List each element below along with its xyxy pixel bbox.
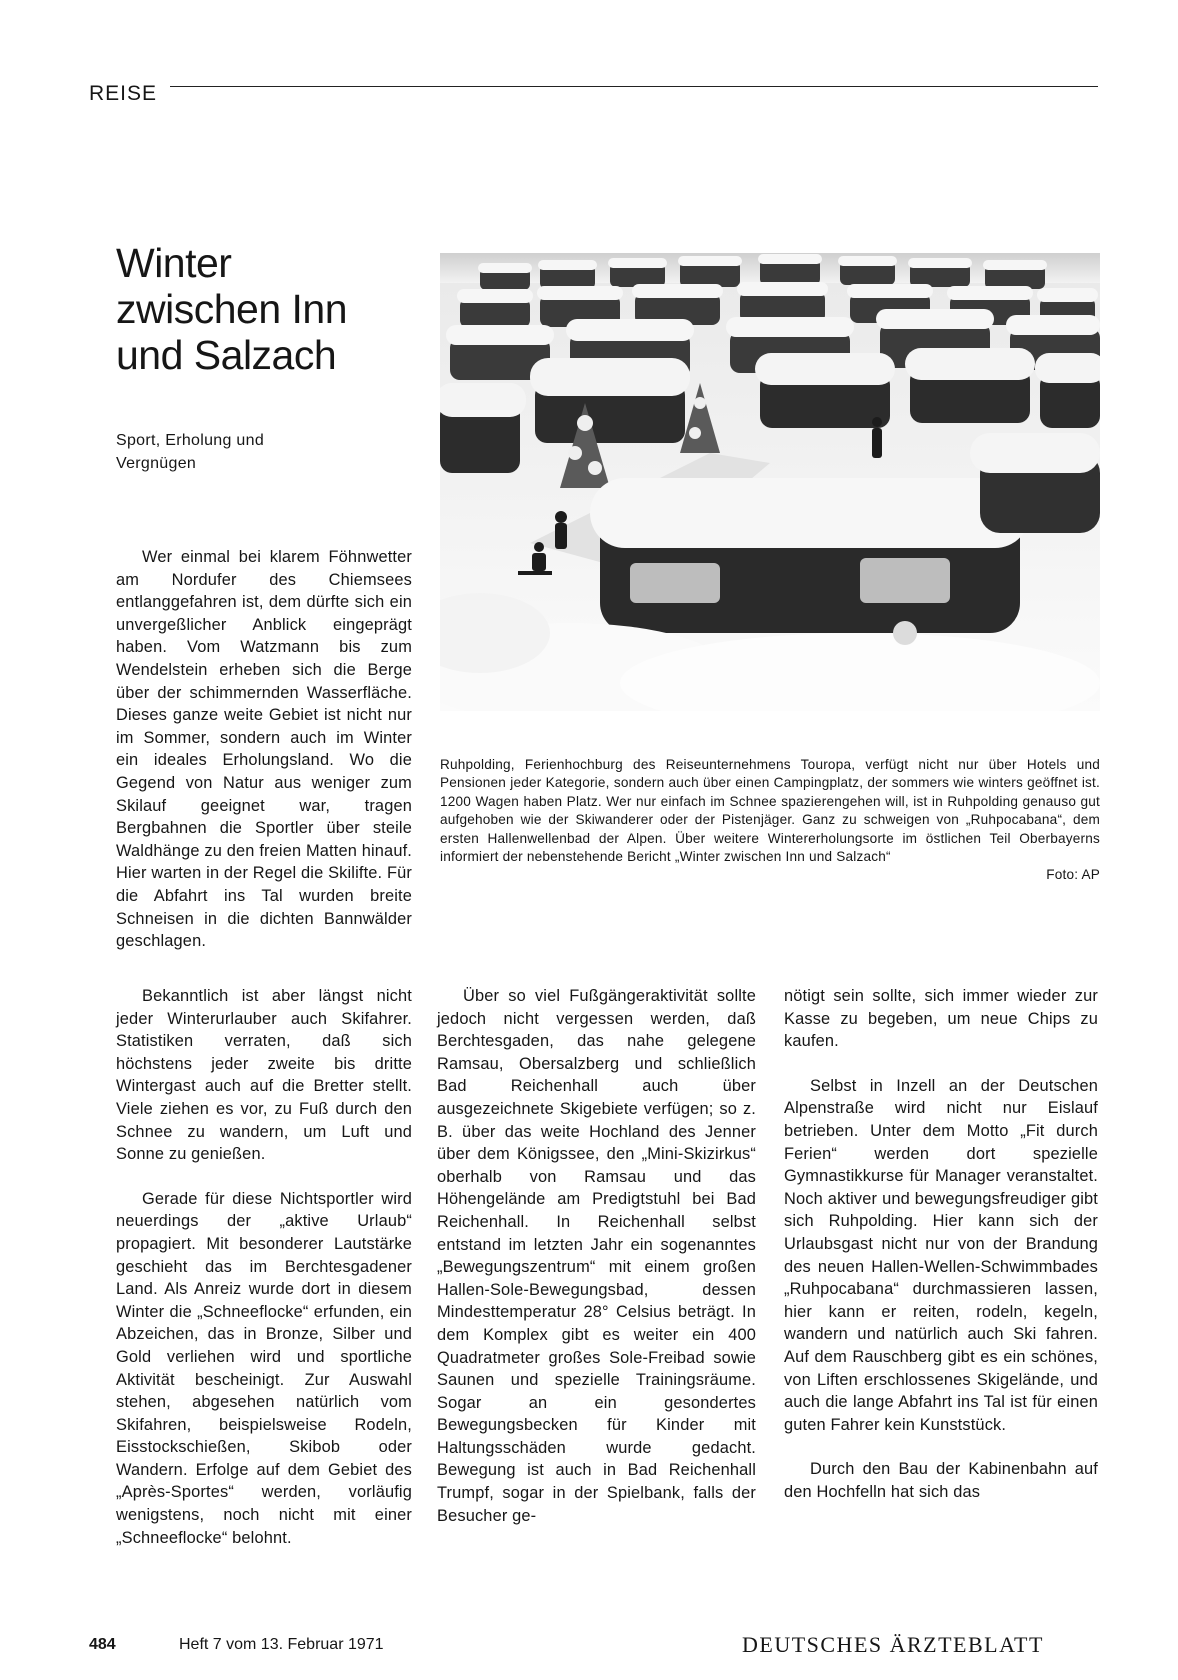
photo-caption (440, 756, 1100, 885)
photo-credit: Foto: AP (1046, 867, 1100, 883)
text-column-1 (116, 985, 412, 1549)
paragraph: Gerade für diese Nichtsportler wird neuerdings der „aktive Urlaub“ propagiert. Mit besonderer Lautstärke geschieht das im Berchtesgadener Land. Als Anreiz wurde dort in diesem Winter die „Schneeflocke“ erfunden, ein Abzeichen, das in Bronze, Silber und Gold verliehen wird und sportliche Aktivität bescheinigt. Zur Auswahl stehen, abgesehen natürlich vom Skifahren, beispielsweise Rodeln, Eisstockschießen, Skibob oder Wandern. Erfolge auf dem Gebiet des „Après-Sportes“ werden, vorläufig wenigstens, noch nicht mit einer „Schneeflocke“ belohnt. (116, 1189, 412, 1547)
section-rule (170, 86, 1098, 87)
article-title (116, 240, 347, 378)
lead-paragraph: Wer einmal bei klarem Föhnwetter am Nordufer des Chiemsees entlanggefahren ist, dem dürfte sich ein unvergeßlicher Anblick eingeprägt haben. Vom Watzmann bis zum Wendelstein erheben sich die Berge über der schimmernden Wasserfläche. Dieses ganze weite Gebiet ist nicht nur im Sommer, sondern auch im Winter ein ideales Erholungsland. Wo die Gegend von Natur aus weniger zum Skilauf geeignet war, tragen Bergbahnen die Sportler über steile Waldhänge zu den freien Matten hinauf. Hier warten in der Regel die Skilifte. Für die Abfahrt ins Tal wurden breite Schneisen in die dichten Bannwälder geschlagen. (116, 548, 412, 951)
title-line: zwischen Inn (116, 286, 348, 332)
paragraph: nötigt sein sollte, sich immer wieder zur Kasse zu begeben, um neue Chips zu kaufen. (784, 987, 1098, 1051)
lead-column (116, 546, 412, 953)
campground-photo (440, 253, 1100, 711)
caption-text: Ruhpolding, Ferienhochburg des Reiseunternehmens Touropa, verfügt nicht nur über Hotels und Pensionen jeder Kategorie, sondern auch über einen Campingplatz, der sommers wie winters geöffnet ist. 1200 Wagen haben Platz. Wer nur einfach im Schnee spazierengehen will, ist in Ruhpolding genauso gut aufgehoben wie der Skiwanderer oder der Pistenjäger. Ganz zu schweigen von „Ruhpocabana“, dem ersten Hallenwellenbad der Alpen. Über weitere Wintererholungsorte im östlichen Teil Oberbayerns informiert der nebenstehende Bericht „Winter zwischen Inn und Salzach“ (440, 757, 1100, 865)
title-line: Winter (116, 240, 232, 286)
text-column-3 (784, 985, 1098, 1503)
paragraph: Bekanntlich ist aber längst nicht jeder Winterurlauber auch Skifahrer. Statistiken verraten, daß sich höchstens jeder zweite bis dritte Wintergast auch auf die Bretter stellt. Viele ziehen es vor, zu Fuß durch den Schnee zu wandern, um Luft und Sonne zu genießen. (116, 987, 412, 1164)
page-number: 484 (89, 1636, 116, 1653)
paragraph: Durch den Bau der Kabinenbahn auf den Hochfelln hat sich das (784, 1460, 1098, 1501)
paragraph: Selbst in Inzell an der Deutschen Alpenstraße wird nicht nur Eislauf betrieben. Unter dem Motto „Fit durch Ferien“ werden dort spezielle Gymnastikkurse für Manager veranstaltet. Noch aktiver und bewegungsfreudiger gibt sich Ruhpolding. Hier kann sich der Urlaubsgast nicht nur von der Brandung des neuen Hallen-Wellen-Schwimmbades „Ruhpocabana“ durchmassieren lassen, hier kann er reiten, rodeln, kegeln, wandern und natürlich auch Ski fahren. Auf dem Rauschberg gibt es ein schönes, von Liften erschlossenes Skigelände, und auch die lange Abfahrt ins Tal ist für einen guten Fahrer kein Kunststück. (784, 1076, 1098, 1434)
issue-info: Heft 7 vom 13. Februar 1971 (179, 1636, 384, 1653)
text-column-2 (437, 985, 756, 1527)
article-subtitle (116, 429, 264, 475)
publication-name: DEUTSCHES ÄRZTEBLATT (742, 1632, 1044, 1657)
subtitle-line: Vergnügen (116, 455, 197, 472)
paragraph: Über so viel Fußgängeraktivität sollte jedoch nicht vergessen werden, daß Berchtesgaden, das nahe gelegene Ramsau, Obersalzberg und schließlich Bad Reichenhall auch über ausgezeichnete Skigebiete verfügen; so z. B. über das weite Hochland des Jenner über dem Königssee, den „Mini-Skizirkus“ oberhalb von Ramsau und das Höhengelände am Predigtstuhl bei Bad Reichenhall. In Reichenhall selbst entstand im letzten Jahr ein sogenanntes „Bewegungszentrum“ mit einem großen Hallen-Sole-Bewegungsbad, dessen Mindesttemperatur 28° Celsius beträgt. In dem Komplex gibt es weiter ein 400 Quadratmeter großes Sole-Freibad sowie Saunen und spezielle Trainingsräume. Sogar an ein gesondertes Bewegungsbecken für Kinder mit Haltungsschäden wurde gedacht. Bewegung ist auch in Bad Reichenhall Trumpf, sogar in der Spielbank, falls der Besucher ge- (437, 987, 756, 1525)
title-line: und Salzach (116, 332, 337, 378)
subtitle-line: Sport, Erholung und (116, 432, 265, 449)
section-label: REISE (89, 82, 158, 105)
